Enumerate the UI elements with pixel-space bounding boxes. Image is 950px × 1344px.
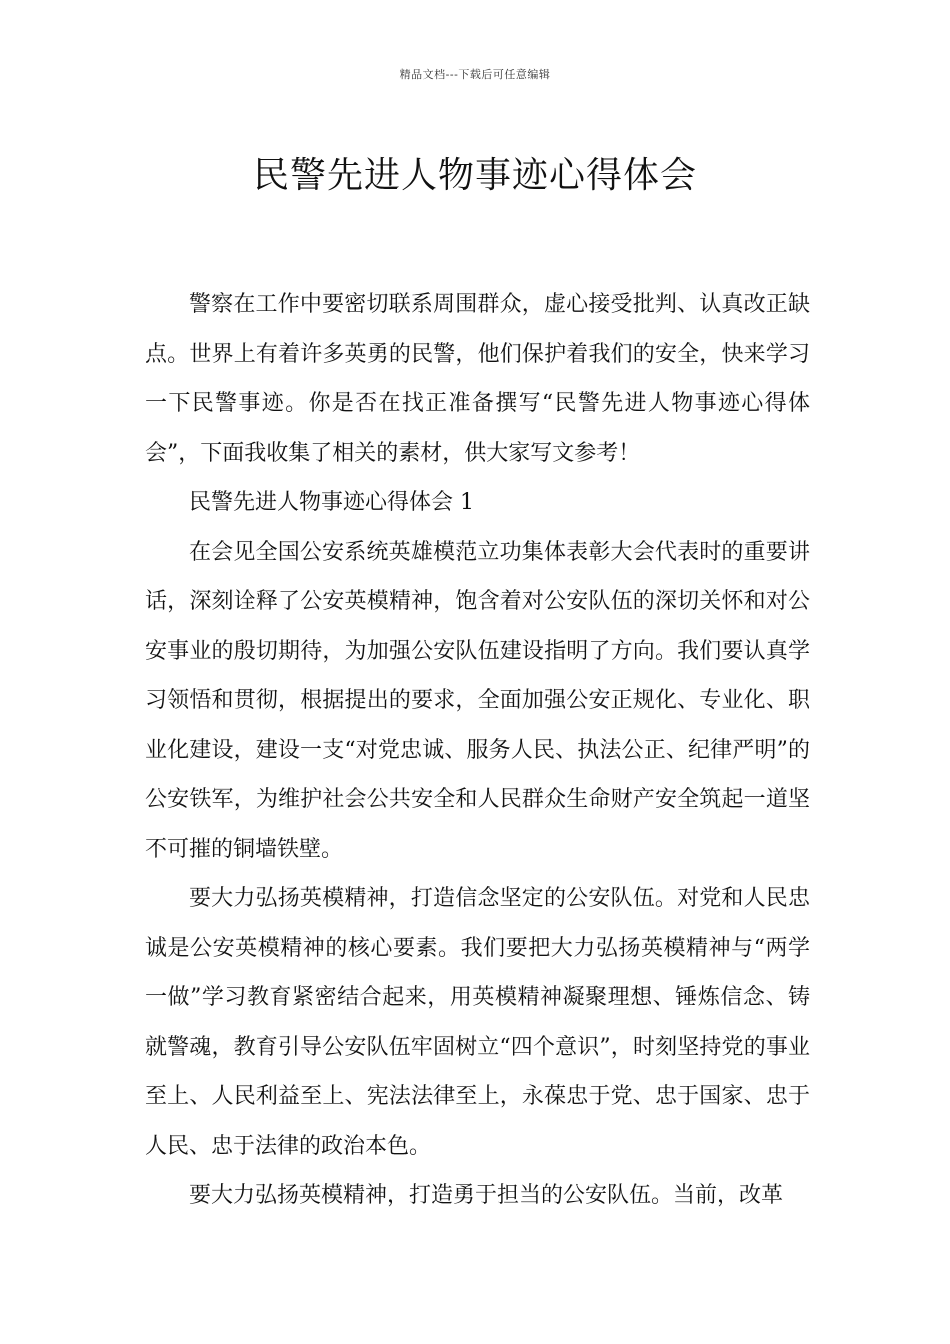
section-heading: 民警先进人物事迹心得体会 1 [189, 490, 474, 515]
body-paragraph: 在会见全国公安系统英雄模范立功集体表彰大会代表时的重要讲话，深刻诠释了公安英模精神，饱含着对公安队伍的深切关怀和对公安事业的殷切期待，为加强公安队伍建设指明了方向。我们要认真学习领悟和贯彻，根据提出的要求，全面加强公安正规化、专业化、职业化建设，建设一支“对党忠诚、服务人民、执法公正、纪律严明”的公安铁军，为维护社会公共安全和人民群众生命财产安全筑起一道坚不可摧的铜墙铁壁。 [145, 539, 810, 862]
body-paragraph: 要大力弘扬英模精神，打造信念坚定的公安队伍。对党和人民忠诚是公安英模精神的核心要素。我们要把大力弘扬英模精神与“两学一做”学习教育紧密结合起来，用英模精神凝聚理想、锤炼信念、铸就警魂，教育引导公安队伍牢固树立“四个意识”，时刻坚持党的事业至上、人民利益至上、宪法法律至上，永葆忠于党、忠于国家、忠于人民、忠于法律的政治本色。 [145, 886, 810, 1159]
body-paragraph: 要大力弘扬英模精神，打造勇于担当的公安队伍。当前，改革 [189, 1183, 784, 1208]
intro-paragraph: 警察在工作中要密切联系周围群众，虚心接受批判、认真改正缺点。世界上有着许多英勇的民警，他们保护着我们的安全，快来学习一下民警事迹。你是否在找正准备撰写“民警先进人物事迹心得体会”，下面我收集了相关的素材，供大家写文参考！ [145, 292, 810, 466]
header-note: 精品文档---下载后可任意编辑 [399, 68, 551, 81]
document-body [145, 280, 810, 1221]
document-title: 民警先进人物事迹心得体会 [252, 155, 697, 197]
